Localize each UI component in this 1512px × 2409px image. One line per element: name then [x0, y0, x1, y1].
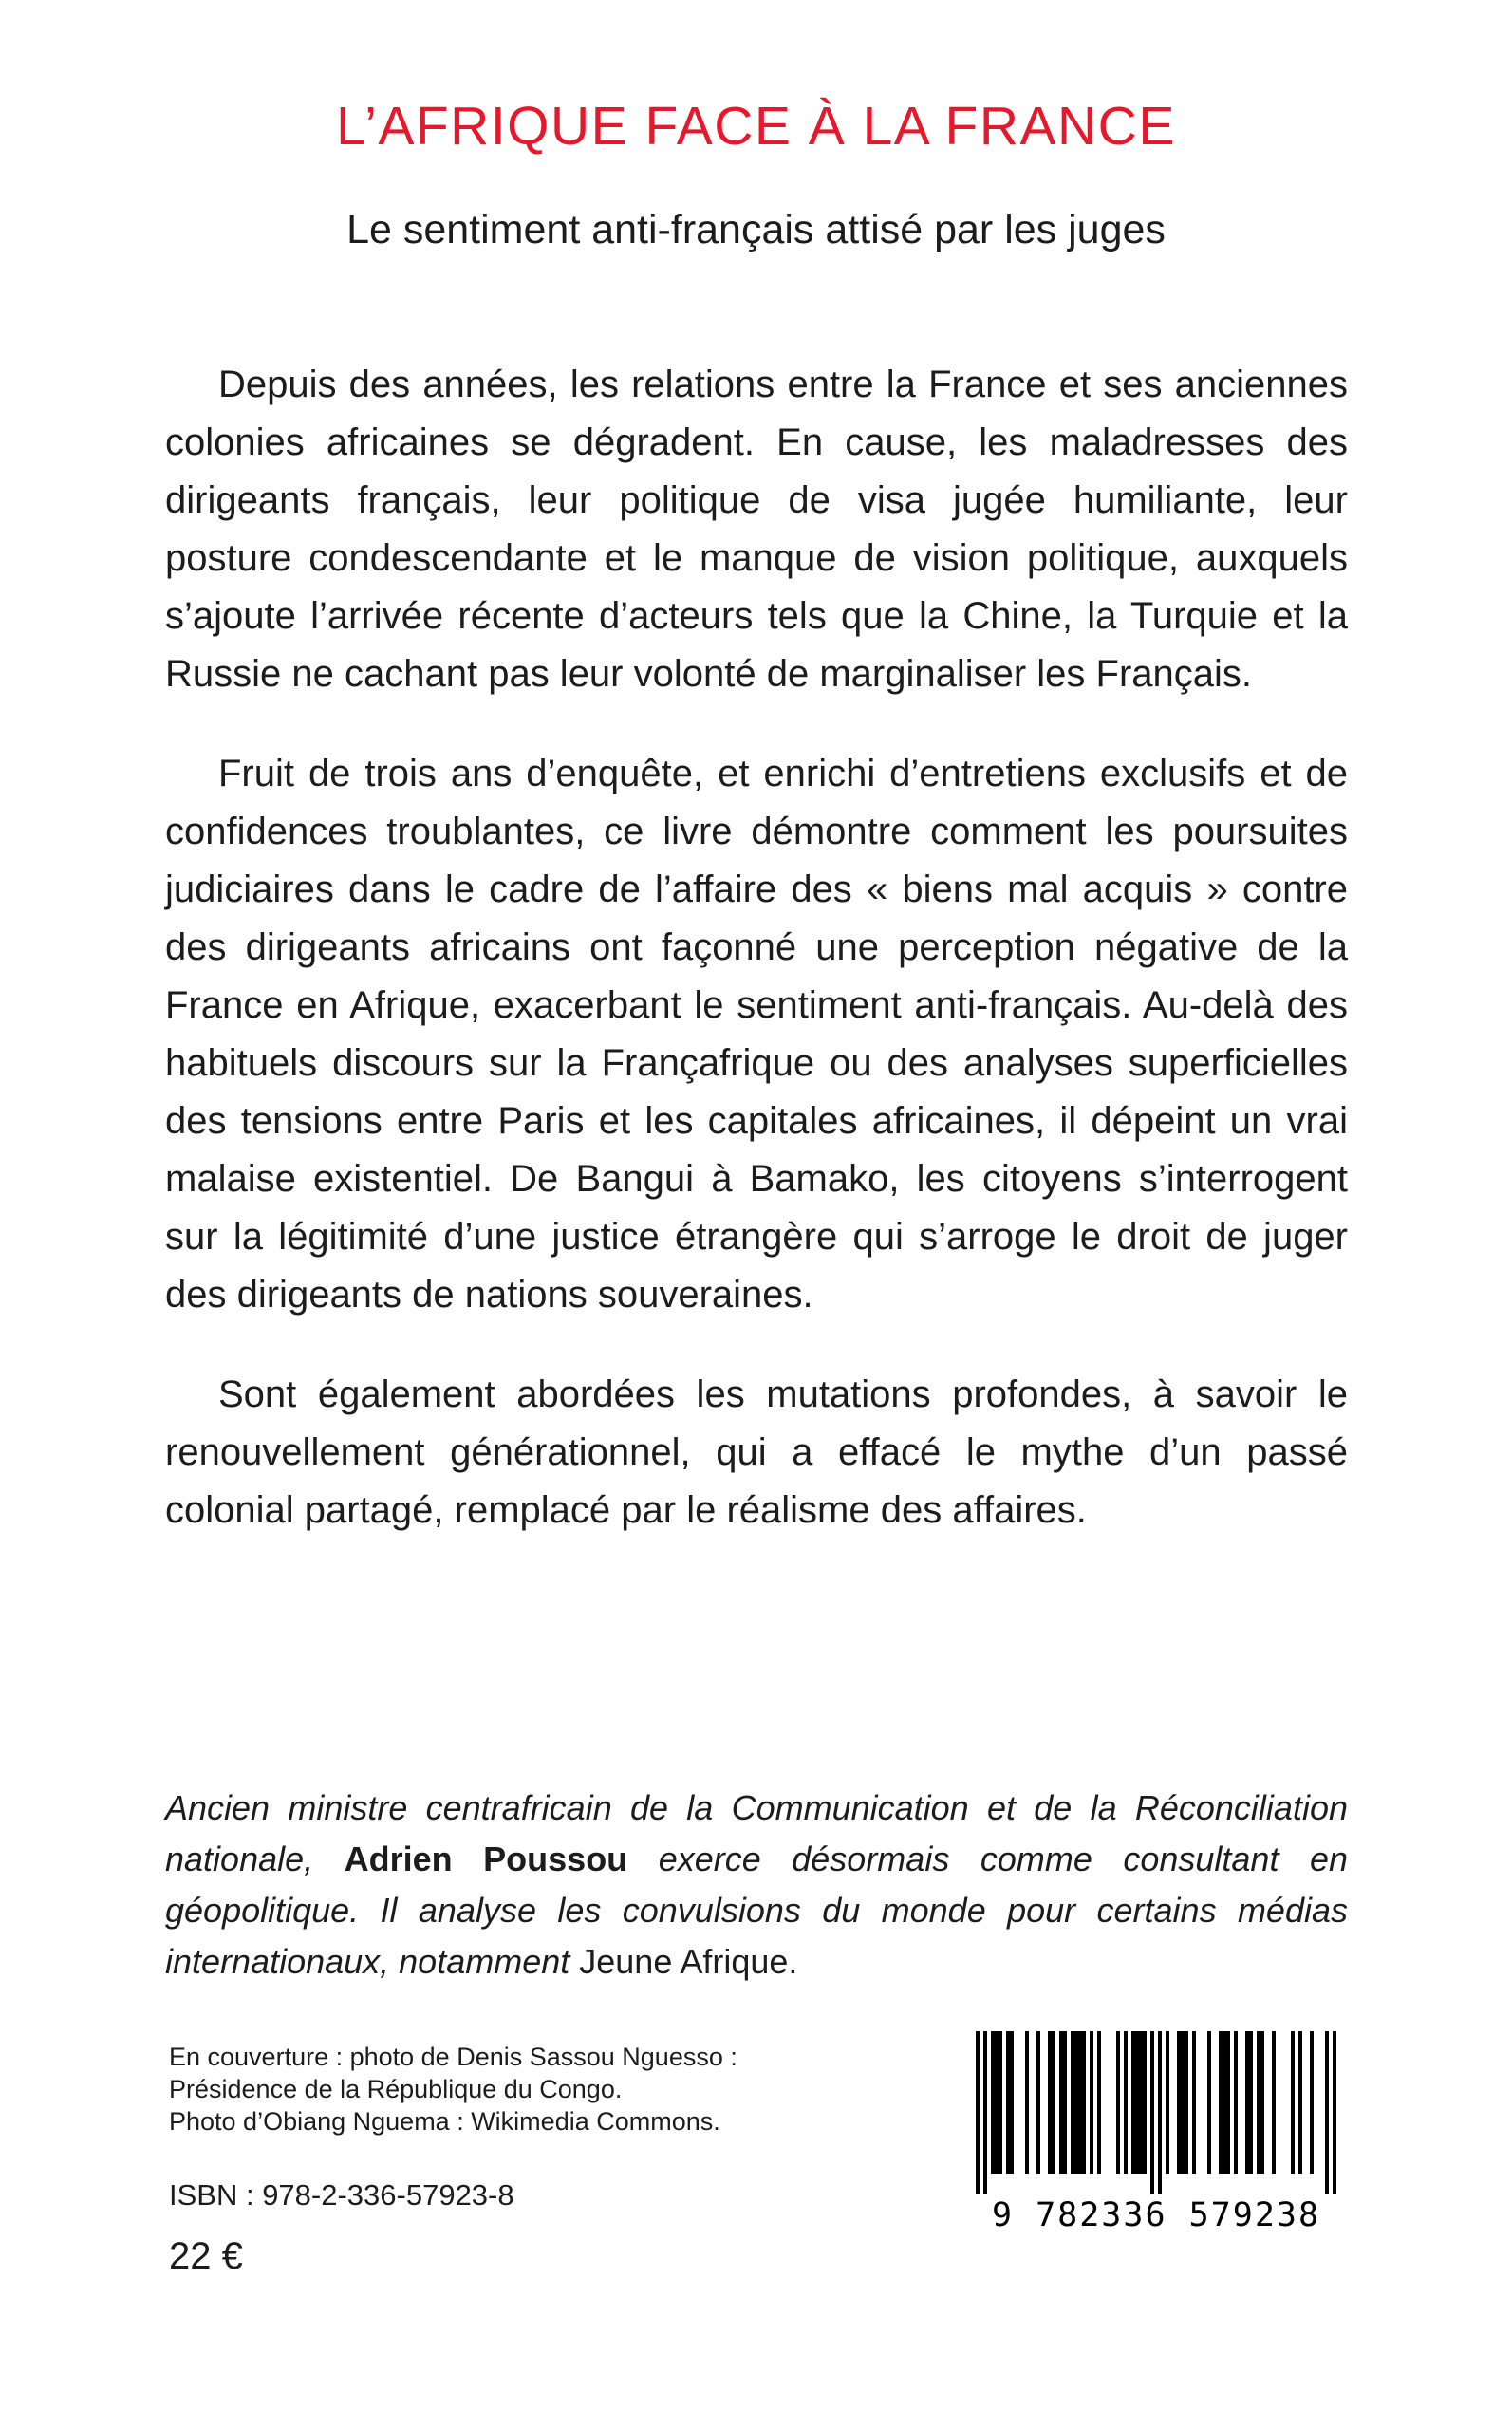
paragraph: Depuis des années, les relations entre la France et ses anciennes colonies africaines se dégradent. En cause, les maladresses des dirigeants français, leur politique de visa jugée humiliante, leur posture condescendante et le manque de vision politique, auxquels s’ajoute l’arrivée récente d’acteurs tels que la Chine, la Turquie et la Russie ne cachant pas leur volonté de marginaliser les Français.	[165, 364, 1348, 695]
bio-segment: Ancien ministre centrafricain de la Communication et de la Réconciliation nationale,	[165, 1788, 1348, 1878]
paragraph: Sont également abordées les mutations profondes, à savoir le renouvellement générationnel, qui a effacé le mythe d’un passé colonial partagé, remplacé par le réalisme des affaires.	[165, 1373, 1348, 1531]
back-cover-text	[165, 356, 1348, 1581]
author-bio	[165, 1783, 1348, 1988]
paragraph: Fruit de trois ans d’enquête, et enrichi d’entretiens exclusifs et de confidences troublantes, ce livre démontre comment les poursuites judiciaires dans le cadre de l’affaire des « biens mal acquis » contre des dirigeants africains ont façonné une perception négative de la France en Afrique, exacerbant le sentiment anti-français. Au-delà des habituels discours sur la Françafrique ou des analyses superficielles des tensions entre Paris et les capitales africaines, il dépeint un vrai malaise existentiel. De Bangui à Bamako, les citoyens s’interrogent sur la légitimité d’une justice étrangère qui s’arroge le droit de juger des dirigeants de nations souveraines.	[165, 753, 1348, 1316]
credit-line: En couverture : photo de Denis Sassou Nguesso :	[169, 2043, 737, 2071]
isbn-text: ISBN : 978-2-336-57923-8	[169, 2178, 514, 2212]
bio-segment: exerce désormais comme consultant en géopolitique. Il analyse les convulsions du monde pour certains médias internationaux, notamment	[165, 1839, 1349, 1981]
book-title: L’AFRIQUE FACE À LA FRANCE	[336, 96, 1176, 157]
bio-segment: Jeune Afrique.	[579, 1942, 798, 1981]
price-text: 22 €	[169, 2235, 243, 2277]
cover-credits	[169, 2041, 737, 2138]
book-subtitle: Le sentiment anti-français attisé par les juges	[346, 207, 1166, 252]
barcode-number: 9 782336 579238	[991, 2196, 1321, 2234]
ean-barcode	[970, 2031, 1342, 2234]
bio-segment: Adrien Poussou	[344, 1839, 628, 1878]
barcode-bars	[970, 2031, 1342, 2194]
credit-line: Photo d’Obiang Nguema : Wikimedia Commons.	[169, 2107, 720, 2136]
credit-line: Présidence de la République du Congo.	[169, 2075, 623, 2103]
